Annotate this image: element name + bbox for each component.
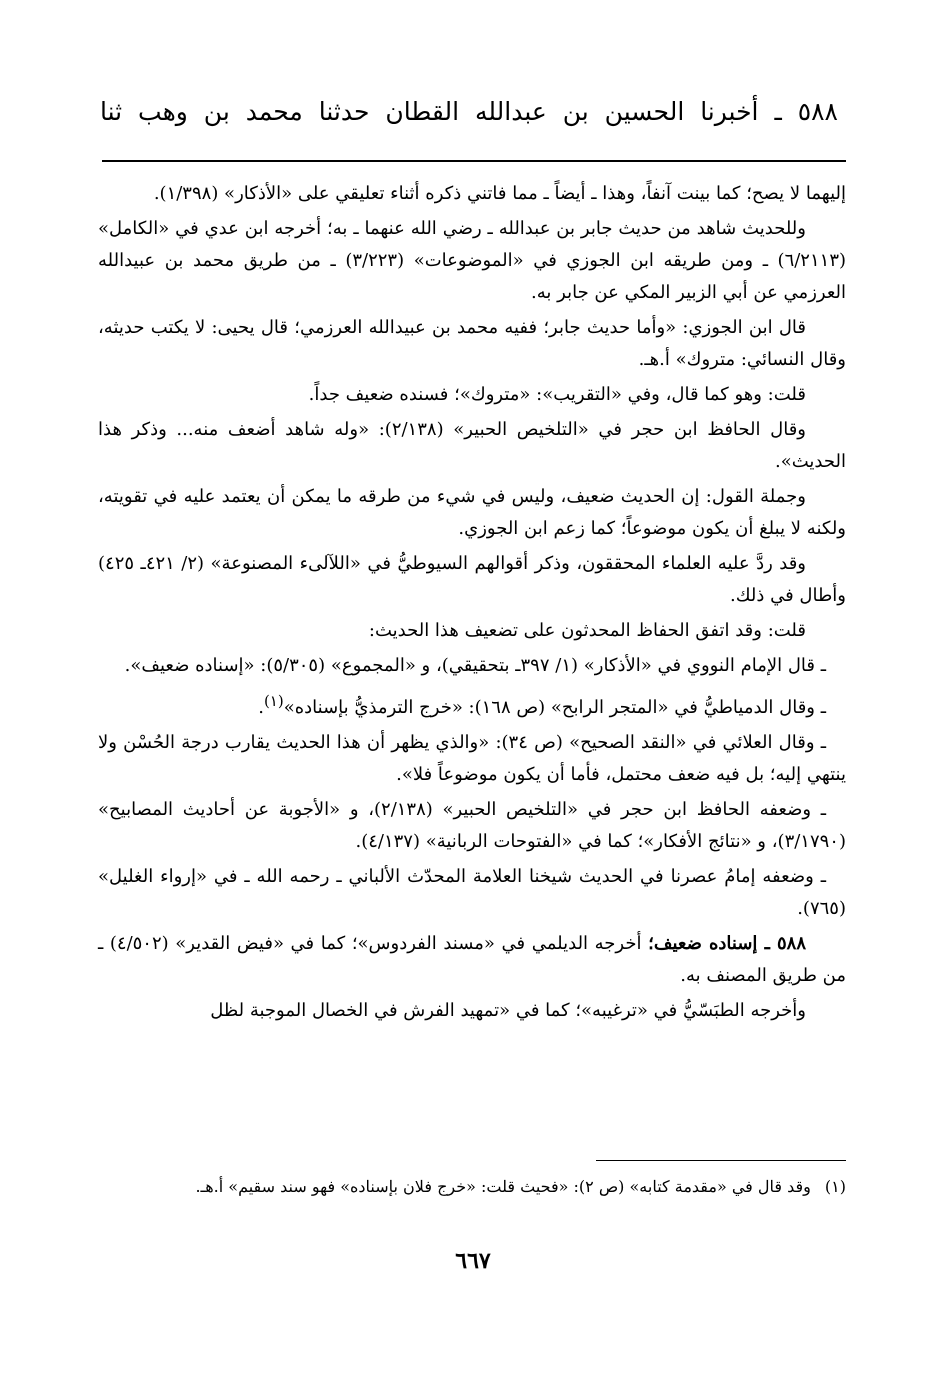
paragraph: ـ وقال العلائي في «النقد الصحيح» (ص ٣٤): «والذي يظهر أن هذا الحديث يقارب درجة الحُسْن ولا ينتهي إليه؛ بل فيه ضعف محتمل، فأما أن يكون موضوعاً فلا». bbox=[98, 732, 846, 785]
paragraph-text: ـ وقال الدمياطيُّ في «المتجر الرابح» (ص ١٦٨): «خرج الترمذيُّ بإسناده» bbox=[283, 697, 826, 718]
paragraph: وأخرجه الطبَسّيُّ في «ترغيبه»؛ كما في «تمهيد الفرش في الخصال الموجبة لظل bbox=[210, 1000, 806, 1021]
footnote bbox=[100, 1172, 846, 1202]
paragraph: إليهما لا يصح؛ كما بينت آنفاً، وهذا ـ أيضاً ـ مما فاتني ذكره أثناء تعليقي على «الأذكار» (١/٣٩٨). bbox=[153, 183, 846, 204]
paragraph: وقد ردَّ عليه العلماء المحققون، وذكر أقوالهم السيوطيُّ في «اللآلىء المصنوعة» (٢/ ٤٢١ـ ٤٢٥) وأطال في ذلك. bbox=[98, 553, 846, 606]
paragraph: ـ وضعفه إمامُ عصرنا في الحديث شيخنا العلامة المحدّث الألباني ـ رحمه الله ـ في «إرواء الغليل» (٧٦٥). bbox=[98, 866, 846, 919]
footnote-number: (١) bbox=[824, 1177, 846, 1196]
footnote-text: وقد قال في «مقدمة كتابه» (ص ٢): «فحيث قلت: «خرج فلان بإسناده» فهو سند سقيم» أ.هـ. bbox=[195, 1177, 811, 1196]
hadith-text-line: ٥٨٨ ـ أخبرنا الحسين بن عبدالله القطان حدثنا محمد بن وهب ثنا bbox=[100, 97, 838, 126]
paragraph: وقال الحافظ ابن حجر في «التلخيص الحبير» (٢/١٣٨): «وله شاهد أضعف منه... وذكر هذا الحديث». bbox=[98, 419, 846, 472]
paragraph: قلت: وقد اتفق الحفاظ المحدثون على تضعيف هذا الحديث: bbox=[368, 620, 806, 641]
paragraph: وجملة القول: إن الحديث ضعيف، وليس في شيء من طرقه ما يمكن أن يعتمد عليه في تقويته، ولكنه لا يبلغ أن يكون موضوعاً؛ كما زعم ابن الجوزي. bbox=[98, 486, 846, 539]
separator-rule bbox=[102, 160, 846, 162]
paragraph bbox=[98, 928, 846, 992]
footnote-separator bbox=[596, 1160, 846, 1161]
paragraph: قلت: وهو كما قال، وفي «التقريب»: «متروك»؛ فسنده ضعيف جداً. bbox=[308, 384, 806, 405]
paragraph-end: . bbox=[258, 697, 264, 718]
commentary-body bbox=[98, 178, 846, 1027]
paragraph: ـ قال الإمام النووي في «الأذكار» (١/ ٣٩٧ـ بتحقيقي)، و «المجموع» (٥/٣٠٥): «إسناده ضعيف». bbox=[124, 655, 826, 676]
footnote-reference[interactable]: (١) bbox=[263, 692, 284, 710]
paragraph bbox=[98, 685, 846, 724]
paragraph: قال ابن الجوزي: «وأما حديث جابر؛ ففيه محمد بن عبيدالله العرزمي؛ قال يحيى: لا يكتب حديثه، وقال النسائي: متروك» أ.هـ. bbox=[98, 317, 846, 370]
paragraph: ـ وضعفه الحافظ ابن حجر في «التلخيص الحبير» (٢/١٣٨)، و «الأجوبة عن أحاديث المصابيح» (٣/١٧٩٠)، و «نتائج الأفكار»؛ كما في «الفتوحات الربانية» (٤/١٣٧). bbox=[98, 799, 846, 852]
hadith-number: ٥٨٨ ـ إسناده ضعيف؛ bbox=[648, 933, 807, 954]
page-number: ٦٦٧ bbox=[455, 1248, 491, 1274]
paragraph-text: أخرجه الديلمي في «مسند الفردوس»؛ كما في «فيض القدير» (٤/٥٠٢) ـ من طريق المصنف به. bbox=[98, 933, 846, 986]
paragraph: وللحديث شاهد من حديث جابر بن عبدالله ـ رضي الله عنهما ـ به؛ أخرجه ابن عدي في «الكامل» (٦/٢١١٣) ـ ومن طريقه ابن الجوزي في «الموضوعات» (٣/٢٢٣) ـ من طريق محمد بن عبيدالله العرزمي عن أبي الزبير المكي عن جابر به. bbox=[98, 218, 847, 303]
